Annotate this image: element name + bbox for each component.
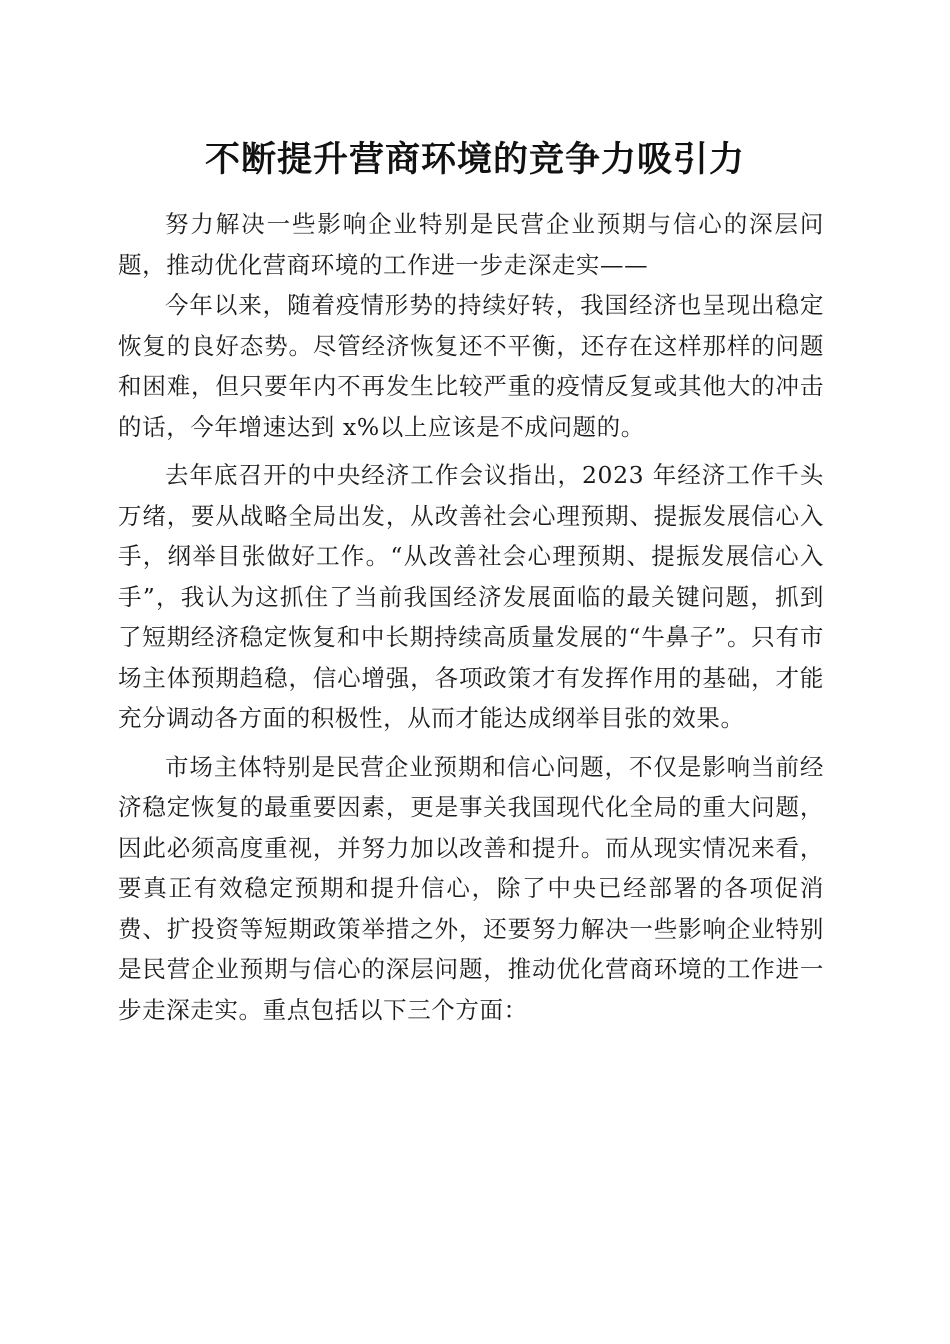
paragraph: 去年底召开的中央经济工作会议指出，2023 年经济工作千头万绪，要从战略全局出发，从改善社会心理预期、提振发展信心入手，纲举目张做好工作。“从改善社会心理预期、提振发展信心入手”，我认为这抓住了当前我国经济发展面临的最关键问题，抓到了短期经济稳定恢复和中长期持续高质量发展的“牛鼻子”。只有市场主体预期趋稳，信心增强，各项政策才有发挥作用的基础，才能充分调动各方面的积极性，从而才能达成纲举目张的效果。 <box>118 461 824 732</box>
paragraph: 市场主体特别是民营企业预期和信心问题，不仅是影响当前经济稳定恢复的最重要因素，更是事关我国现代化全局的重大问题，因此必须高度重视，并努力加以改善和提升。而从现实情况来看，要真正有效稳定预期和提升信心，除了中央已经部署的各项促消费、扩投资等短期政策举措之外，还要努力解决一些影响企业特别是民营企业预期与信心的深层问题，推动优化营商环境的工作进一步走深走实。重点包括以下三个方面： <box>118 752 824 1024</box>
paragraph: 今年以来，随着疫情形势的持续好转，我国经济也呈现出稳定恢复的良好态势。尽管经济恢复还不平衡，还存在这样那样的问题和困难，但只要年内不再发生比较严重的疫情反复或其他大的冲击的话，今年增速达到 x%以上应该是不成问题的。 <box>118 291 824 441</box>
document-body <box>118 204 824 1030</box>
document-title: 不断提升营商环境的竞争力吸引力 <box>204 139 745 180</box>
paragraph-lead: 努力解决一些影响企业特别是民营企业预期与信心的深层问题，推动优化营商环境的工作进一步走深走实—— <box>118 210 824 279</box>
